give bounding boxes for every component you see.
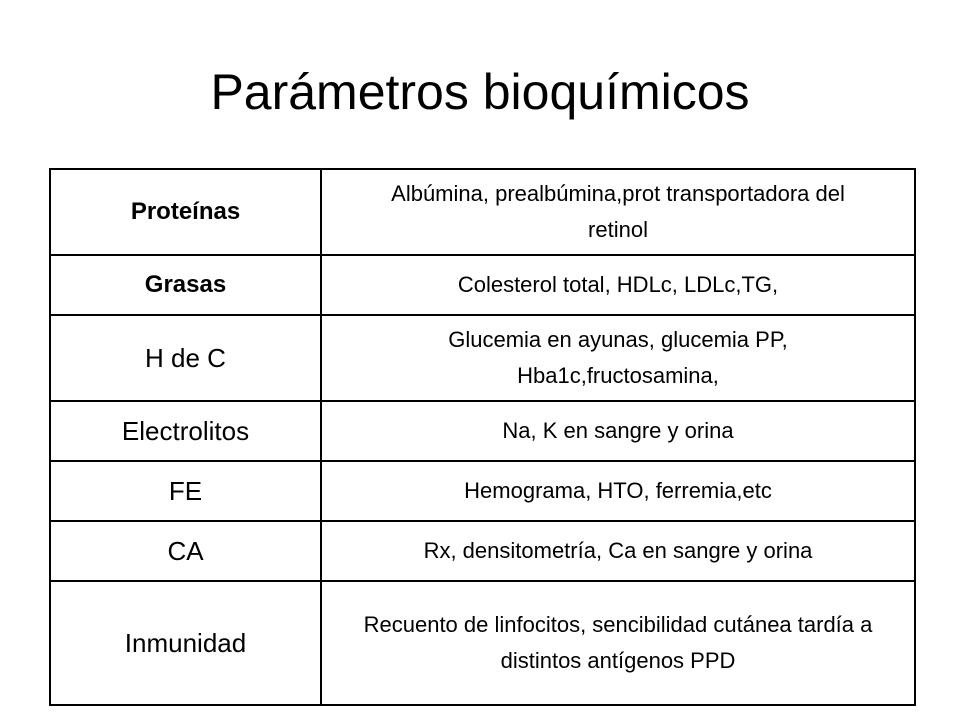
parameters-table: [49, 168, 916, 706]
table-row: [50, 521, 915, 581]
row-label-electrolitos: Electrolitos: [50, 401, 321, 461]
row-label-fe: FE: [50, 461, 321, 521]
row-value-ca: Rx, densitometría, Ca en sangre y orina: [321, 521, 915, 581]
table-row: [50, 581, 915, 705]
row-value-proteinas: Albúmina, prealbúmina,prot transportadora del retinol: [321, 169, 915, 255]
row-label-grasas: Grasas: [50, 255, 321, 315]
row-label-inmunidad: Inmunidad: [50, 581, 321, 705]
table-row: [50, 169, 915, 255]
row-label-ca: CA: [50, 521, 321, 581]
table-row: [50, 315, 915, 401]
row-value-inmunidad: Recuento de linfocitos, sencibilidad cutánea tardía a distintos antígenos PPD: [321, 581, 915, 705]
table-row: [50, 255, 915, 315]
row-value-grasas: Colesterol total, HDLc, LDLc,TG,: [321, 255, 915, 315]
table-row: [50, 401, 915, 461]
row-value-fe: Hemograma, HTO, ferremia,etc: [321, 461, 915, 521]
slide-title: Parámetros bioquímicos: [210, 64, 750, 120]
row-value-h-de-c: Glucemia en ayunas, glucemia PP, Hba1c,fructosamina,: [321, 315, 915, 401]
row-label-h-de-c: H de C: [50, 315, 321, 401]
table-row: [50, 461, 915, 521]
row-value-electrolitos: Na, K en sangre y orina: [321, 401, 915, 461]
row-label-proteinas: Proteínas: [50, 169, 321, 255]
